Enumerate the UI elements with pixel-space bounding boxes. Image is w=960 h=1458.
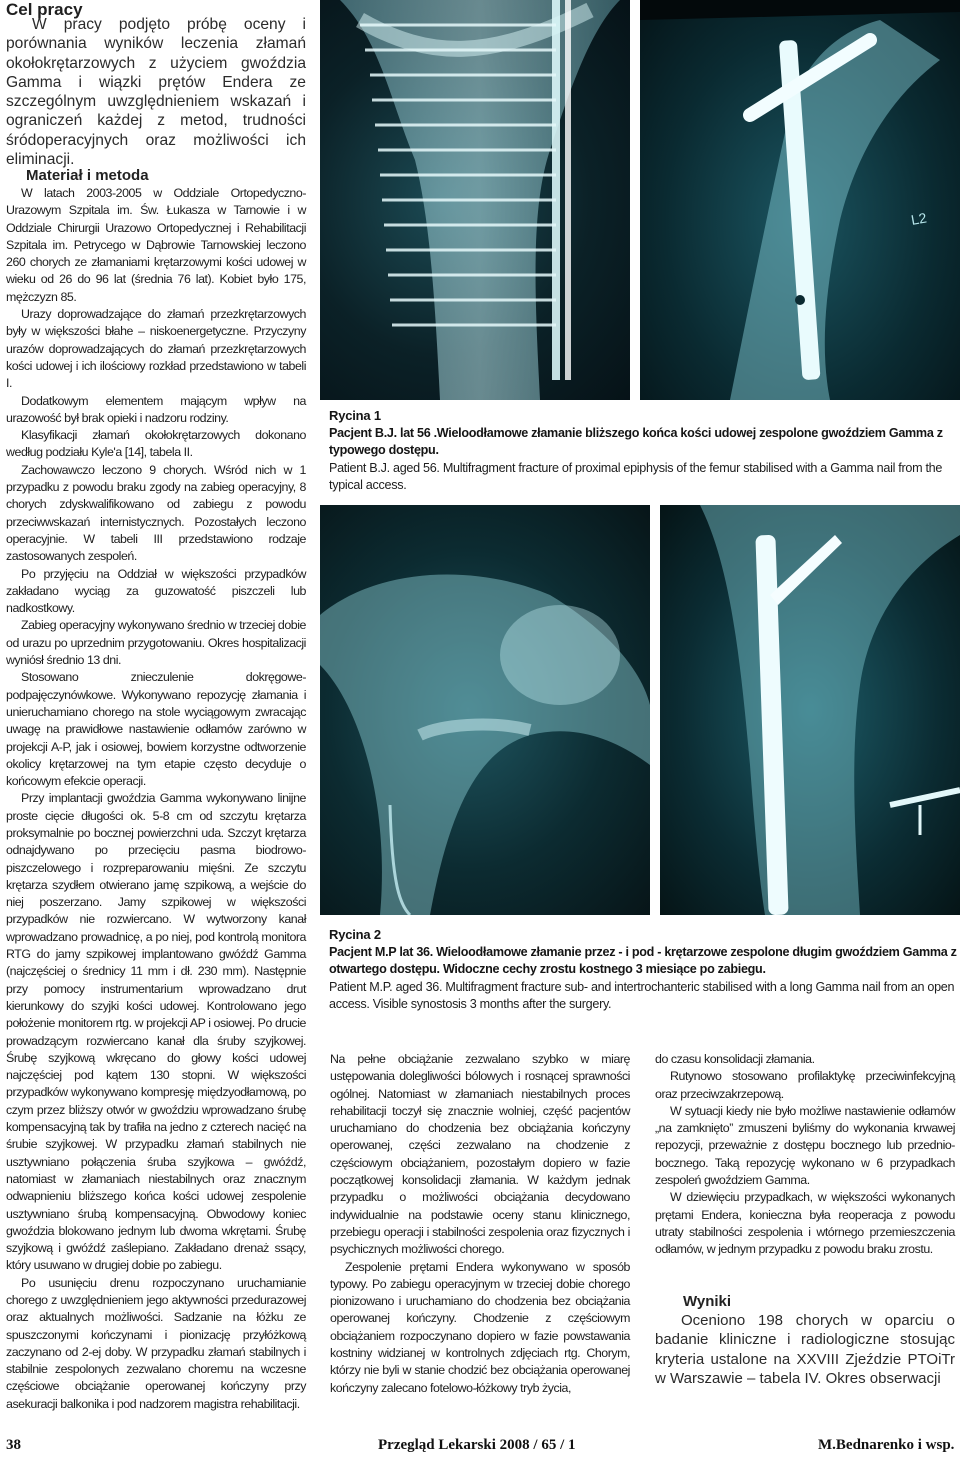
- figure-1-label: Rycina 1: [329, 408, 381, 423]
- aim-heading: Cel pracy: [6, 0, 83, 19]
- middle-column: [330, 1051, 630, 1397]
- xray-image-2b: [660, 505, 960, 915]
- paragraph: Klasyfikacji złamań okołokrętarzowych dokonano według podziału Kyle'a [14], tabela II.: [6, 428, 306, 460]
- xray-marker-label: L2: [909, 209, 928, 228]
- paragraph: Urazy doprowadzające do złamań przezkrętarzowych były w większości błahe – niskoenergetyczne. Przyczyny urazów doprowadzających do złamań przezkrętarzowych kości udowej i ich ilościowy rozkład przedstawiono w tabeli I.: [6, 307, 306, 391]
- left-body: [6, 185, 306, 1413]
- results-heading: Wyniki: [683, 1293, 732, 1310]
- aim-text: W pracy podjęto próbę oceny i porównania wyników leczenia złamań okołokrętarzowych z użyciem gwoździa Gamma i wiązki prętów Endera ze szczególnym uwzględnieniem wskazań i ograniczeń każdej z metod, trudności śródoperacyjnych oraz możliwości ich eliminacji.: [6, 16, 306, 169]
- paragraph: Po usunięciu drenu rozpoczynano uruchamianie chorego z uwzględnieniem jego aktywności przedurazowej oraz aktualnych możliwości. Sadzanie na łóżku ze spuszczonymi kończynami i pionizację przyłóżkową zaczynano od 2-ej doby. W przypadku złamań stabilnych i stabilnie zespolonych zezwalano choremu na wczesne częściowe obciążanie operowanej kończyny przy asekuracji balkonika i pod nadzorem magistra rehabilitacji.: [6, 1275, 306, 1411]
- figure-1-text-en: Patient B.J. aged 56. Multifragment fracture of proximal epiphysis of the femur stabilised with a Gamma nail from the typical access.: [329, 460, 943, 492]
- paragraph: Dodatkowym elementem mającym wpływ na urazowość był brak opieki i nadzoru rodziny.: [6, 393, 306, 425]
- author-credit: M.Bednarenko i wsp.: [818, 1437, 955, 1453]
- right-column: [655, 1051, 955, 1259]
- paragraph: Przy implantacji gwoździa Gamma wykonywano linijne proste cięcie długości ok. 5-8 cm od szczytu krętarza proksymalnie po bocznej powierzchni uda. Szczyt krętarza odnajdywano po przecięciu pasma biodrowo-piszczelowego i rozpreparowaniu mięśni. Ze szczytu krętarza szydłem otwierano jamę szpikową, a wejście do niej poszerzano. Jamy szpikowej w większości przypadków nie rozwiercano. W wytworzony kanał wprowadzano prowadnicę, a po niej, pod kontrolą monitora RTG do jamy szpikowej implantowano gwóźdź Gamma (najczęściej o średnicy 11 mm i dł. 230 mm). Następnie przy pomocy instrumentarium wprowadzano drut kierunkowy do szyjki kości udowej. Kontrolowano jego położenie monitorem rtg. w projekcji AP i osiowej. Po drucie prowadzącym rozwiercano kanał dla śruby szyjkowej. Śrubę szyjkową wkręcano do głowy kości udowej najczęściej pod kątem 130 stopni. W większości przypadków wykonywano kompresję międzyodłamową, po czym przez bliższy otwór w gwoździu wprowadzano śrubę kompensacyjną tak by trafiła na jedno z czterech nacięć na śrubie szyjkowej. W przypadku złamań stabilnych nie usztywniano połączenia śruba szyjkowa – gwóźdź, natomiast w złamaniach niestabilnych oraz znacznym odwapnieniu bliższego końca kości udowej zespolenie usztywniano śrubą kompensacyjną. Obwodowy koniec gwoździa blokowano jednym lub dwoma wkrętami. Śrubę szyjkową i gwóźdź zaślepiano. Zakładano drenaż ssący, który usuwano w drugiej dobie po zabiegu.: [6, 791, 306, 1273]
- paragraph: Zachowawczo leczono 9 chorych. Wśród nich w 1 przypadku z powodu braku zgody na zabieg operacyjny, 8 chorych zdyskwalifikowano od zabiegu z powodu przeciwwskazań internistycznych. Pozostałych leczono operacyjnie. W tabeli III przedstawiono rodzaje zastosowanych zespoleń.: [6, 462, 306, 564]
- paragraph: W latach 2003-2005 w Oddziale Ortopedyczno-Urazowym Szpitala im. Św. Łukasza w Tarnowie i w Oddziale Chirurgii Urazowo Ortopedycznej i Rehabilitacji Szpitala im. Petrycego w Dąbrowie Tarnowskiej leczono 260 chorych ze złamaniami krętarzowymi kości udowej w wieku od 26 do 96 lat (średnia 76 lat). Kobiet było 175, mężczyzn 85.: [6, 186, 306, 304]
- xray-gamma-nail-image: [640, 0, 960, 400]
- paragraph: do czasu konsolidacji złamania.: [655, 1052, 815, 1066]
- paragraph: Na pełne obciążanie zezwalano szybko w miarę ustępowania dolegliwości bólowych i rosnącej sprawności ogólnej. Natomiast w złamaniach niestabilnych proces rehabilitacji toczył się znacznie wolniej, część pacjentów uruchamiano do chodzenia bez obciążania kończyny operowanej, części zezwalano na chodzenie z częściowym obciążaniem, pozostałym dopiero w fazie początkowej konsolidacji złamania. W każdym jednak przypadku o możliwości obciążania decydowano indywidualnie na podstawie oceny stanu klinicznego, przebiegu operacji i stabilności zespolenia oraz fizycznych i psychicznych możliwości chorego.: [330, 1052, 630, 1257]
- paragraph: Po przyjęciu na Oddział w większości przypadków zakładano wyciąg za guzowatość piszczeli lub nadkostkowy.: [6, 566, 306, 616]
- xray-image-1a: [320, 0, 630, 400]
- paragraph: W dziewięciu przypadkach, w większości wykonanych prętami Endera, konieczna była reoperacja z powodu utraty stabilności zespolenia i wtórnego przemieszczenia odłamów, w jednym przypadku z powodu braku zrostu.: [655, 1190, 955, 1257]
- method-heading: Materiał i metoda: [26, 167, 149, 184]
- results-text: Oceniono 198 chorych w oparciu o badanie kliniczne i radiologiczne stosując kryteria ustalone na XXVIII Zjeździe PTOiTr w Warszawie – tabela IV. Okres obserwacji: [655, 1312, 955, 1387]
- figure-2-label: Rycina 2: [329, 927, 381, 942]
- figure-1-title-pl: Pacjent B.J. lat 56 .Wieloodłamowe złamanie bliższego końca kości udowej zespolone gwoździem Gamma z typowego dostępu.: [329, 425, 943, 457]
- xray-hip-image: [320, 505, 650, 915]
- figure-2-text-en: Patient M.P. aged 36. Multifragment fracture sub- and intertrochanteric stabilised with a long Gamma nail from an open access. Visible synostosis 3 months after the surgery.: [329, 979, 955, 1011]
- xray-long-gamma-nail-image: [660, 505, 960, 915]
- page-number: 38: [6, 1437, 21, 1453]
- xray-image-1b: [640, 0, 960, 400]
- journal-name: Przegląd Lekarski 2008 / 65 / 1: [378, 1437, 576, 1453]
- figure-2-title-pl: Pacjent M.P lat 36. Wieloodłamowe złamanie przez - i pod - krętarzowe zespolone długim gwoździem Gamma z otwartego dostępu. Widoczne cechy zrostu kostnego 3 miesiące po zabiegu.: [329, 944, 957, 976]
- paragraph: Rutynowo stosowano profilaktykę przeciwinfekcyjną oraz przeciwzakrzepową.: [655, 1069, 955, 1101]
- paragraph: Zespolenie prętami Endera wykonywano w sposób typowy. Po zabiegu operacyjnym w trzeciej dobie chorego pionizowano i uruchamiano do chodzenia bez obciążania operowanej kończyny. Chodzenie z częściowym obciążaniem rozpoczynano dopiero w fazie powstawania kostniny widzianej w kontrolnych zdjęciach rtg. Chorym, którzy nie byli w stanie chodzić bez obciążania operowanej kończyny zalecano fotelowo-łóżkowy tryb życia,: [330, 1259, 630, 1395]
- xray-image-2a: [320, 505, 650, 915]
- paragraph: W sytuacji kiedy nie było możliwe nastawienie odłamów „na zamknięto” zmuszeni byliśmy do wykonania krwawej repozycji, przeważnie z dostępu bocznego lub przednio-bocznego. Taką repozycję wykonano w 6 przypadkach zespoleń gwoździem Gamma.: [655, 1103, 955, 1188]
- figure-1-caption: [329, 407, 957, 495]
- paragraph: Stosowano znieczulenie dokręgowe-podpajęczynówkowe. Wykonywano repozycję złamania i unieruchamiano chorego na stole wyciągowym zwracając uwagę na prawidłowe nastawienie odłamów zarówno w projekcji A-P, jak i osiowej, bowiem korzystne odtworzenie okolicy krętarzowej na tym etapie często decyduje o końcowym efekcie operacji.: [6, 670, 306, 789]
- paragraph: Zabieg operacyjny wykonywano średnio w trzeciej dobie od urazu po uprzednim przygotowaniu. Okres hospitalizacji wyniósł średnio 13 dni.: [6, 618, 306, 668]
- figure-2-caption: [329, 926, 957, 1014]
- xray-femur-traction-image: [320, 0, 630, 400]
